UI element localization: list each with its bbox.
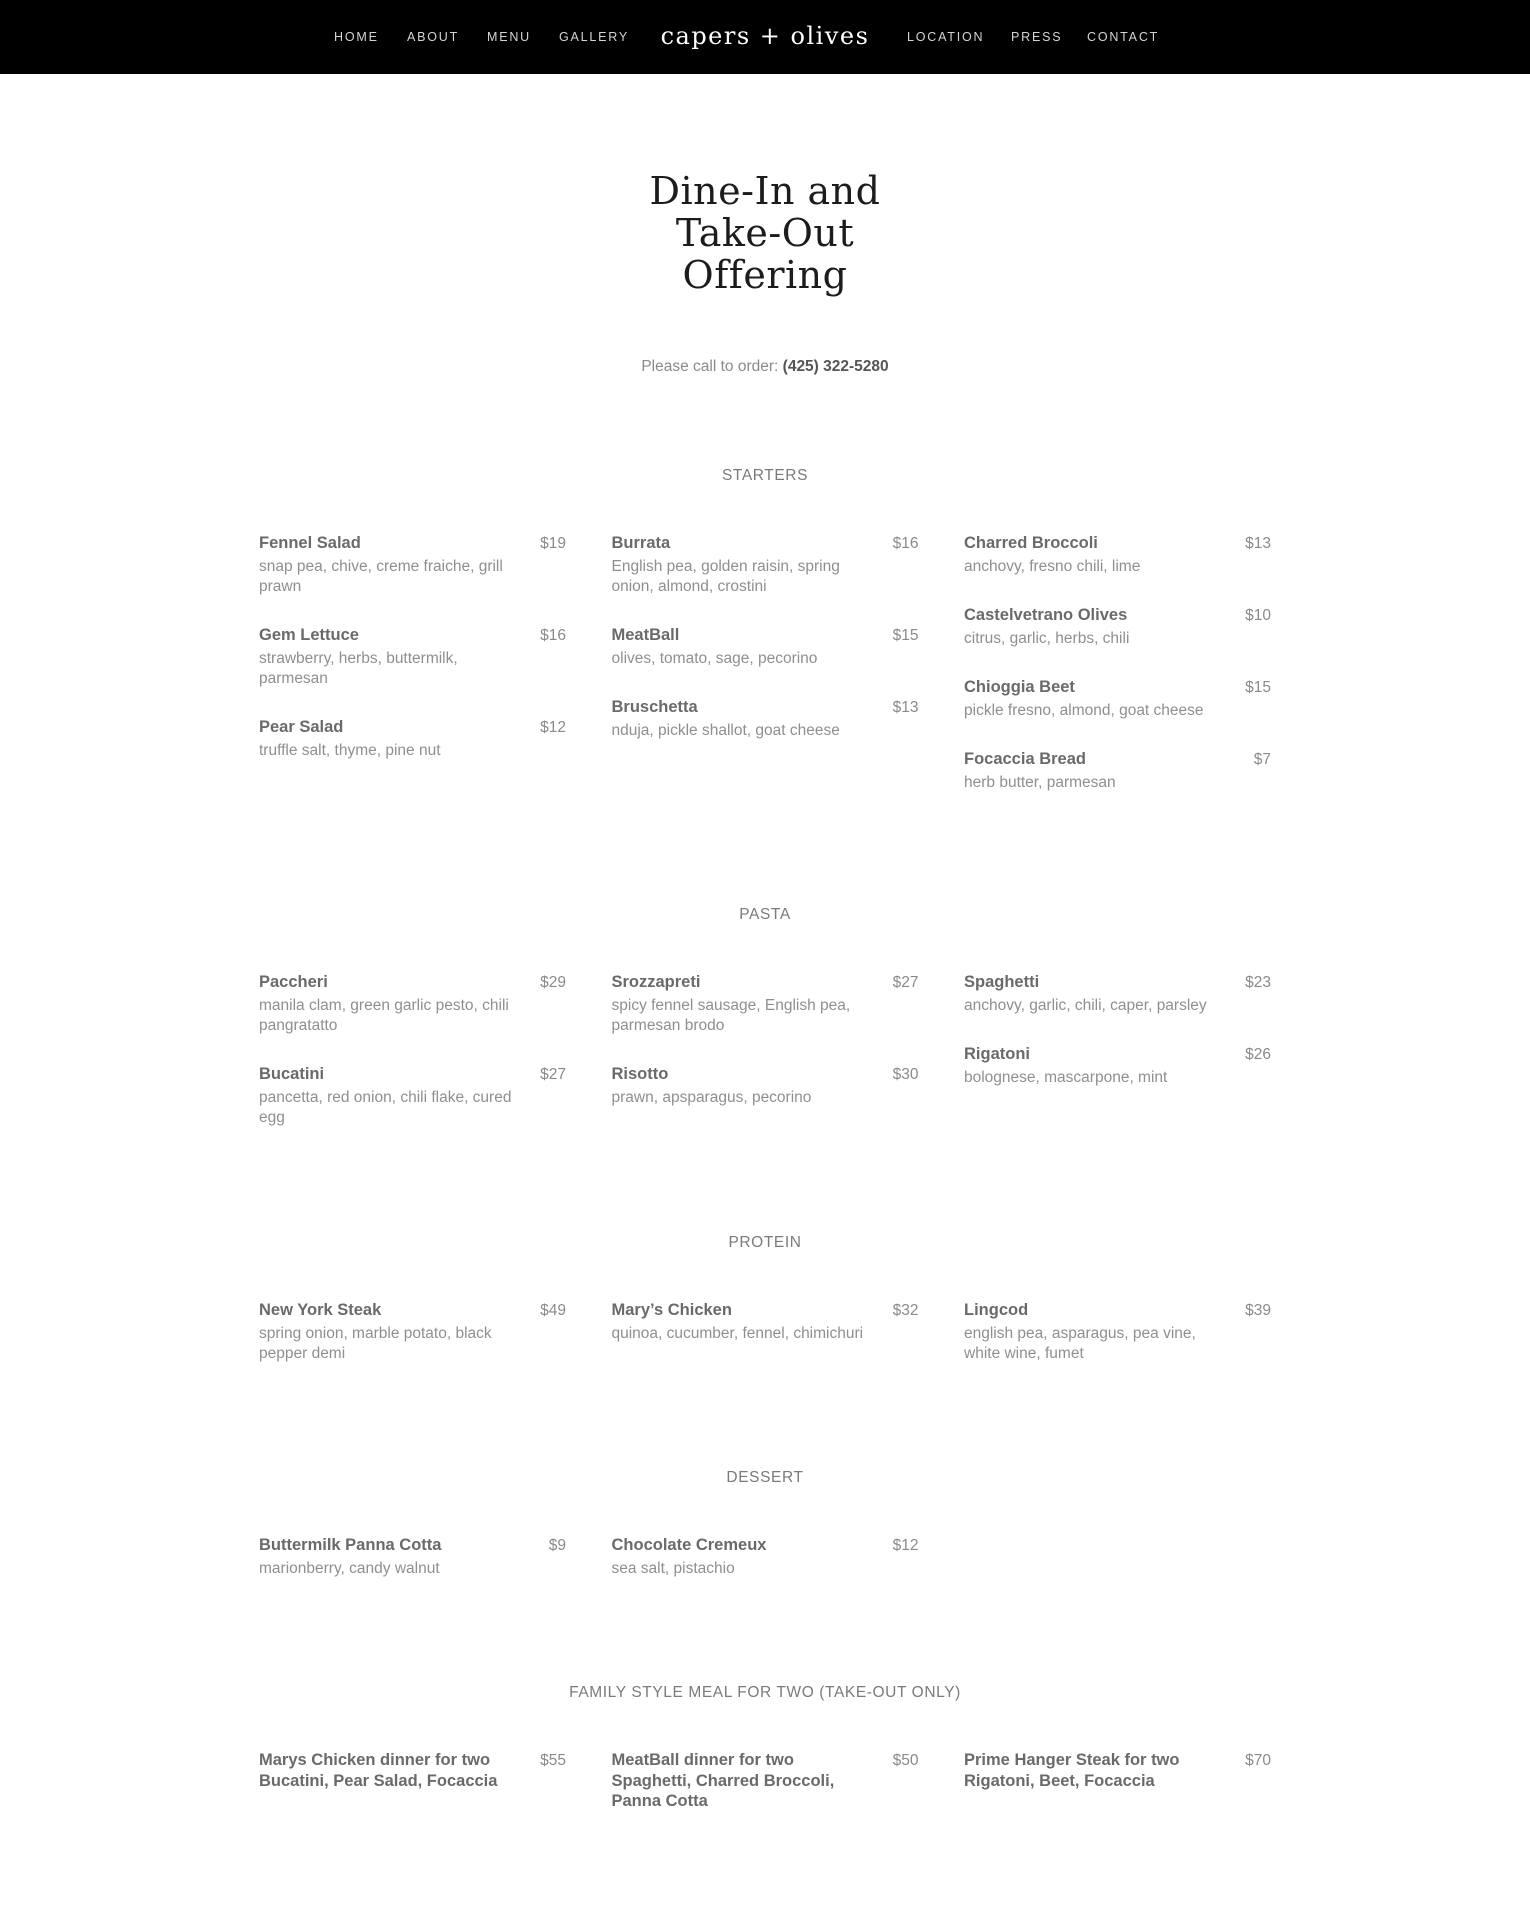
menu-item <box>964 1300 1271 1364</box>
menu-column <box>964 1750 1271 1839</box>
menu-item-price: $16 <box>892 535 919 552</box>
section-heading: FAMILY STYLE MEAL FOR TWO (TAKE-OUT ONLY) <box>569 1684 961 1701</box>
menu-item-header <box>259 1300 566 1321</box>
nav-menu[interactable]: MENU <box>487 30 532 44</box>
menu-item-name: Prime Hanger Steak for two <box>964 1751 1180 1769</box>
menu-column <box>259 972 566 1156</box>
menu-item <box>964 677 1271 721</box>
menu-item-name: Rigatoni <box>964 1045 1030 1063</box>
order-call-line <box>465 358 1065 376</box>
menu-item-description: marionberry, candy walnut <box>259 1560 440 1577</box>
menu-item-price: $32 <box>892 1302 919 1319</box>
menu-item-header <box>964 1750 1271 1771</box>
page-title-line: Dine-In and <box>649 169 881 213</box>
menu-item-header <box>259 1750 566 1771</box>
order-call-prefix: Please call to order: <box>641 358 779 375</box>
section-heading: PASTA <box>739 906 791 923</box>
menu-item-header <box>612 972 919 993</box>
menu-item-name: Srozzapreti <box>611 973 701 991</box>
menu-item-header <box>612 533 919 554</box>
menu-item-description: strawberry, herbs, buttermilk, parmesan <box>259 650 458 687</box>
menu-item-header <box>612 625 919 646</box>
menu-item-price: $9 <box>548 1537 566 1554</box>
menu-grid <box>259 533 1271 821</box>
menu-item-price: $12 <box>892 1537 919 1554</box>
menu-item-description: Rigatoni, Beet, Focaccia <box>964 1772 1155 1790</box>
menu-item-name: MeatBall dinner for two <box>611 1751 794 1769</box>
menu-item-description: english pea, asparagus, pea vine, white wine, fumet <box>964 1325 1196 1362</box>
menu-item-price: $13 <box>892 699 919 716</box>
menu-item <box>964 605 1271 649</box>
menu-grid <box>259 972 1271 1156</box>
menu-item-header <box>259 717 566 738</box>
menu-item <box>964 533 1271 577</box>
menu-item-name: Paccheri <box>259 973 328 991</box>
menu-item <box>259 533 566 597</box>
menu-item-header <box>964 677 1271 698</box>
menu-item-header <box>964 533 1271 554</box>
menu-item-name: Chioggia Beet <box>964 678 1075 696</box>
menu-item-header <box>612 1300 919 1321</box>
menu-item-description: spring onion, marble potato, black pepper demi <box>259 1325 492 1362</box>
menu-item <box>612 972 919 1036</box>
menu-column <box>612 972 919 1156</box>
menu-item-header <box>964 1300 1271 1321</box>
menu-column <box>964 972 1271 1156</box>
menu-item-header <box>259 625 566 646</box>
menu-item-price: $29 <box>540 974 566 991</box>
menu-item-price: $10 <box>1245 607 1271 624</box>
menu-item-name: Risotto <box>611 1065 669 1083</box>
nav-press[interactable]: PRESS <box>1011 30 1063 44</box>
nav-contact[interactable]: CONTACT <box>1087 30 1160 44</box>
nav-location[interactable]: LOCATION <box>907 30 985 44</box>
menu-item-header <box>964 1044 1271 1065</box>
menu-item-header <box>964 972 1271 993</box>
menu-item <box>259 972 566 1036</box>
section-heading: STARTERS <box>721 467 809 484</box>
section-heading: DESSERT <box>726 1469 804 1486</box>
menu-item-name: Lingcod <box>964 1301 1029 1319</box>
menu-item <box>259 1750 566 1791</box>
menu-item-description: pancetta, red onion, chili flake, cured egg <box>259 1089 512 1126</box>
menu-column <box>259 1300 566 1392</box>
menu-item <box>612 1750 919 1811</box>
nav-about[interactable]: ABOUT <box>407 30 460 44</box>
menu-item-name: Gem Lettuce <box>259 626 359 644</box>
menu-item-name: MeatBall <box>611 626 680 644</box>
menu-item <box>612 697 919 741</box>
menu-item-name: Bucatini <box>259 1065 325 1083</box>
menu-item-description: bolognese, mascarpone, mint <box>964 1069 1168 1086</box>
menu-item-name: Marys Chicken dinner for two <box>259 1751 491 1769</box>
menu-item-description: spicy fennel sausage, English pea, parmesan brodo <box>611 997 851 1034</box>
menu-item-name: Mary’s Chicken <box>611 1301 732 1319</box>
menu-grid <box>259 1300 1271 1392</box>
menu-column <box>259 1750 566 1839</box>
menu-item-description: anchovy, fresno chili, lime <box>964 558 1141 575</box>
menu-item-price: $23 <box>1245 974 1271 991</box>
menu-item-description: Bucatini, Pear Salad, Focaccia <box>259 1772 498 1790</box>
menu-item <box>259 1300 566 1364</box>
menu-column <box>964 1300 1271 1392</box>
menu-item-price: $70 <box>1245 1752 1271 1769</box>
menu-item-name: Burrata <box>611 534 671 552</box>
menu-item-price: $13 <box>1245 535 1271 552</box>
menu-item-header <box>259 533 566 554</box>
menu-item-description: Spaghetti, Charred Broccoli, Panna Cotta <box>611 1772 835 1810</box>
menu-item <box>964 1044 1271 1088</box>
menu-column <box>612 533 919 821</box>
menu-item <box>612 1064 919 1108</box>
menu-column <box>612 1750 919 1839</box>
menu-item-header <box>612 697 919 718</box>
menu-item-description: herb butter, parmesan <box>964 774 1116 791</box>
menu-item <box>612 625 919 669</box>
menu-item-description: olives, tomato, sage, pecorino <box>611 650 818 667</box>
menu-item-header <box>612 1750 919 1771</box>
menu-item-price: $12 <box>540 719 566 736</box>
menu-item-description: pickle fresno, almond, goat cheese <box>964 702 1204 719</box>
menu-item-name: Focaccia Bread <box>964 750 1086 768</box>
top-navigation-bar <box>0 0 1530 74</box>
menu-item-name: Pear Salad <box>259 718 344 736</box>
menu-column <box>612 1300 919 1392</box>
menu-item-header <box>259 1064 566 1085</box>
menu-item-description: English pea, golden raisin, spring onion, almond, crostini <box>611 558 840 595</box>
menu-item <box>259 717 566 761</box>
menu-column <box>964 533 1271 821</box>
menu-item-description: quinoa, cucumber, fennel, chimichuri <box>611 1325 864 1342</box>
menu-item-price: $30 <box>892 1066 919 1083</box>
menu-item-price: $15 <box>1245 679 1271 696</box>
menu-item-header <box>259 972 566 993</box>
menu-item-header <box>612 1535 919 1556</box>
nav-home[interactable]: HOME <box>334 30 379 44</box>
menu-item-price: $16 <box>540 627 566 644</box>
menu-item-price: $49 <box>540 1302 566 1319</box>
menu-item-header <box>612 1064 919 1085</box>
menu-item-header <box>964 605 1271 626</box>
menu-item-name: Spaghetti <box>964 973 1040 991</box>
menu-item <box>259 625 566 689</box>
menu-item-name: New York Steak <box>259 1301 382 1319</box>
menu-item <box>964 972 1271 1016</box>
menu-item-price: $15 <box>892 627 919 644</box>
menu-item <box>964 749 1271 793</box>
menu-column <box>612 1535 919 1607</box>
menu-item-name: Fennel Salad <box>259 534 361 552</box>
menu-item <box>612 1300 919 1344</box>
menu-column <box>259 533 566 821</box>
menu-item <box>259 1535 566 1579</box>
menu-item-name: Buttermilk Panna Cotta <box>259 1536 442 1554</box>
menu-item-description: nduja, pickle shallot, goat cheese <box>611 722 840 739</box>
menu-item-name: Castelvetrano Olives <box>964 606 1128 624</box>
menu-item-description: anchovy, garlic, chili, caper, parsley <box>964 997 1207 1014</box>
menu-item-price: $27 <box>540 1066 566 1083</box>
menu-item-price: $39 <box>1245 1302 1271 1319</box>
menu-item-description: prawn, apsparagus, pecorino <box>611 1089 812 1106</box>
page-title-line: Offering <box>682 253 848 297</box>
menu-item-price: $50 <box>892 1752 919 1769</box>
menu-item-description: citrus, garlic, herbs, chili <box>964 630 1130 647</box>
menu-item-name: Charred Broccoli <box>964 534 1098 552</box>
menu-item <box>612 1535 919 1579</box>
menu-item-name: Bruschetta <box>611 698 698 716</box>
menu-item-price: $7 <box>1253 751 1271 768</box>
menu-item-price: $55 <box>540 1752 566 1769</box>
menu-item <box>612 533 919 597</box>
menu-item-price: $19 <box>540 535 566 552</box>
menu-item <box>964 1750 1271 1791</box>
page-title <box>565 170 965 296</box>
brand-logo[interactable]: capers + olives <box>660 22 870 50</box>
nav-gallery[interactable]: GALLERY <box>559 30 630 44</box>
menu-grid <box>259 1535 1271 1607</box>
menu-item-description: snap pea, chive, creme fraiche, grill prawn <box>259 558 503 595</box>
page-title-line: Take-Out <box>675 211 855 255</box>
menu-item-description: manila clam, green garlic pesto, chili pangratatto <box>259 997 509 1034</box>
section-heading: PROTEIN <box>728 1234 802 1251</box>
menu-grid <box>259 1750 1271 1839</box>
order-phone-number[interactable]: (425) 322-5280 <box>782 358 889 375</box>
menu-item <box>259 1064 566 1128</box>
menu-item-header <box>259 1535 566 1556</box>
menu-item-description: truffle salt, thyme, pine nut <box>259 742 441 759</box>
menu-item-price: $26 <box>1245 1046 1271 1063</box>
menu-item-name: Chocolate Cremeux <box>611 1536 767 1554</box>
menu-column <box>964 1535 1271 1607</box>
menu-item-price: $27 <box>892 974 919 991</box>
menu-item-description: sea salt, pistachio <box>611 1560 735 1577</box>
menu-column <box>259 1535 566 1607</box>
menu-item-header <box>964 749 1271 770</box>
